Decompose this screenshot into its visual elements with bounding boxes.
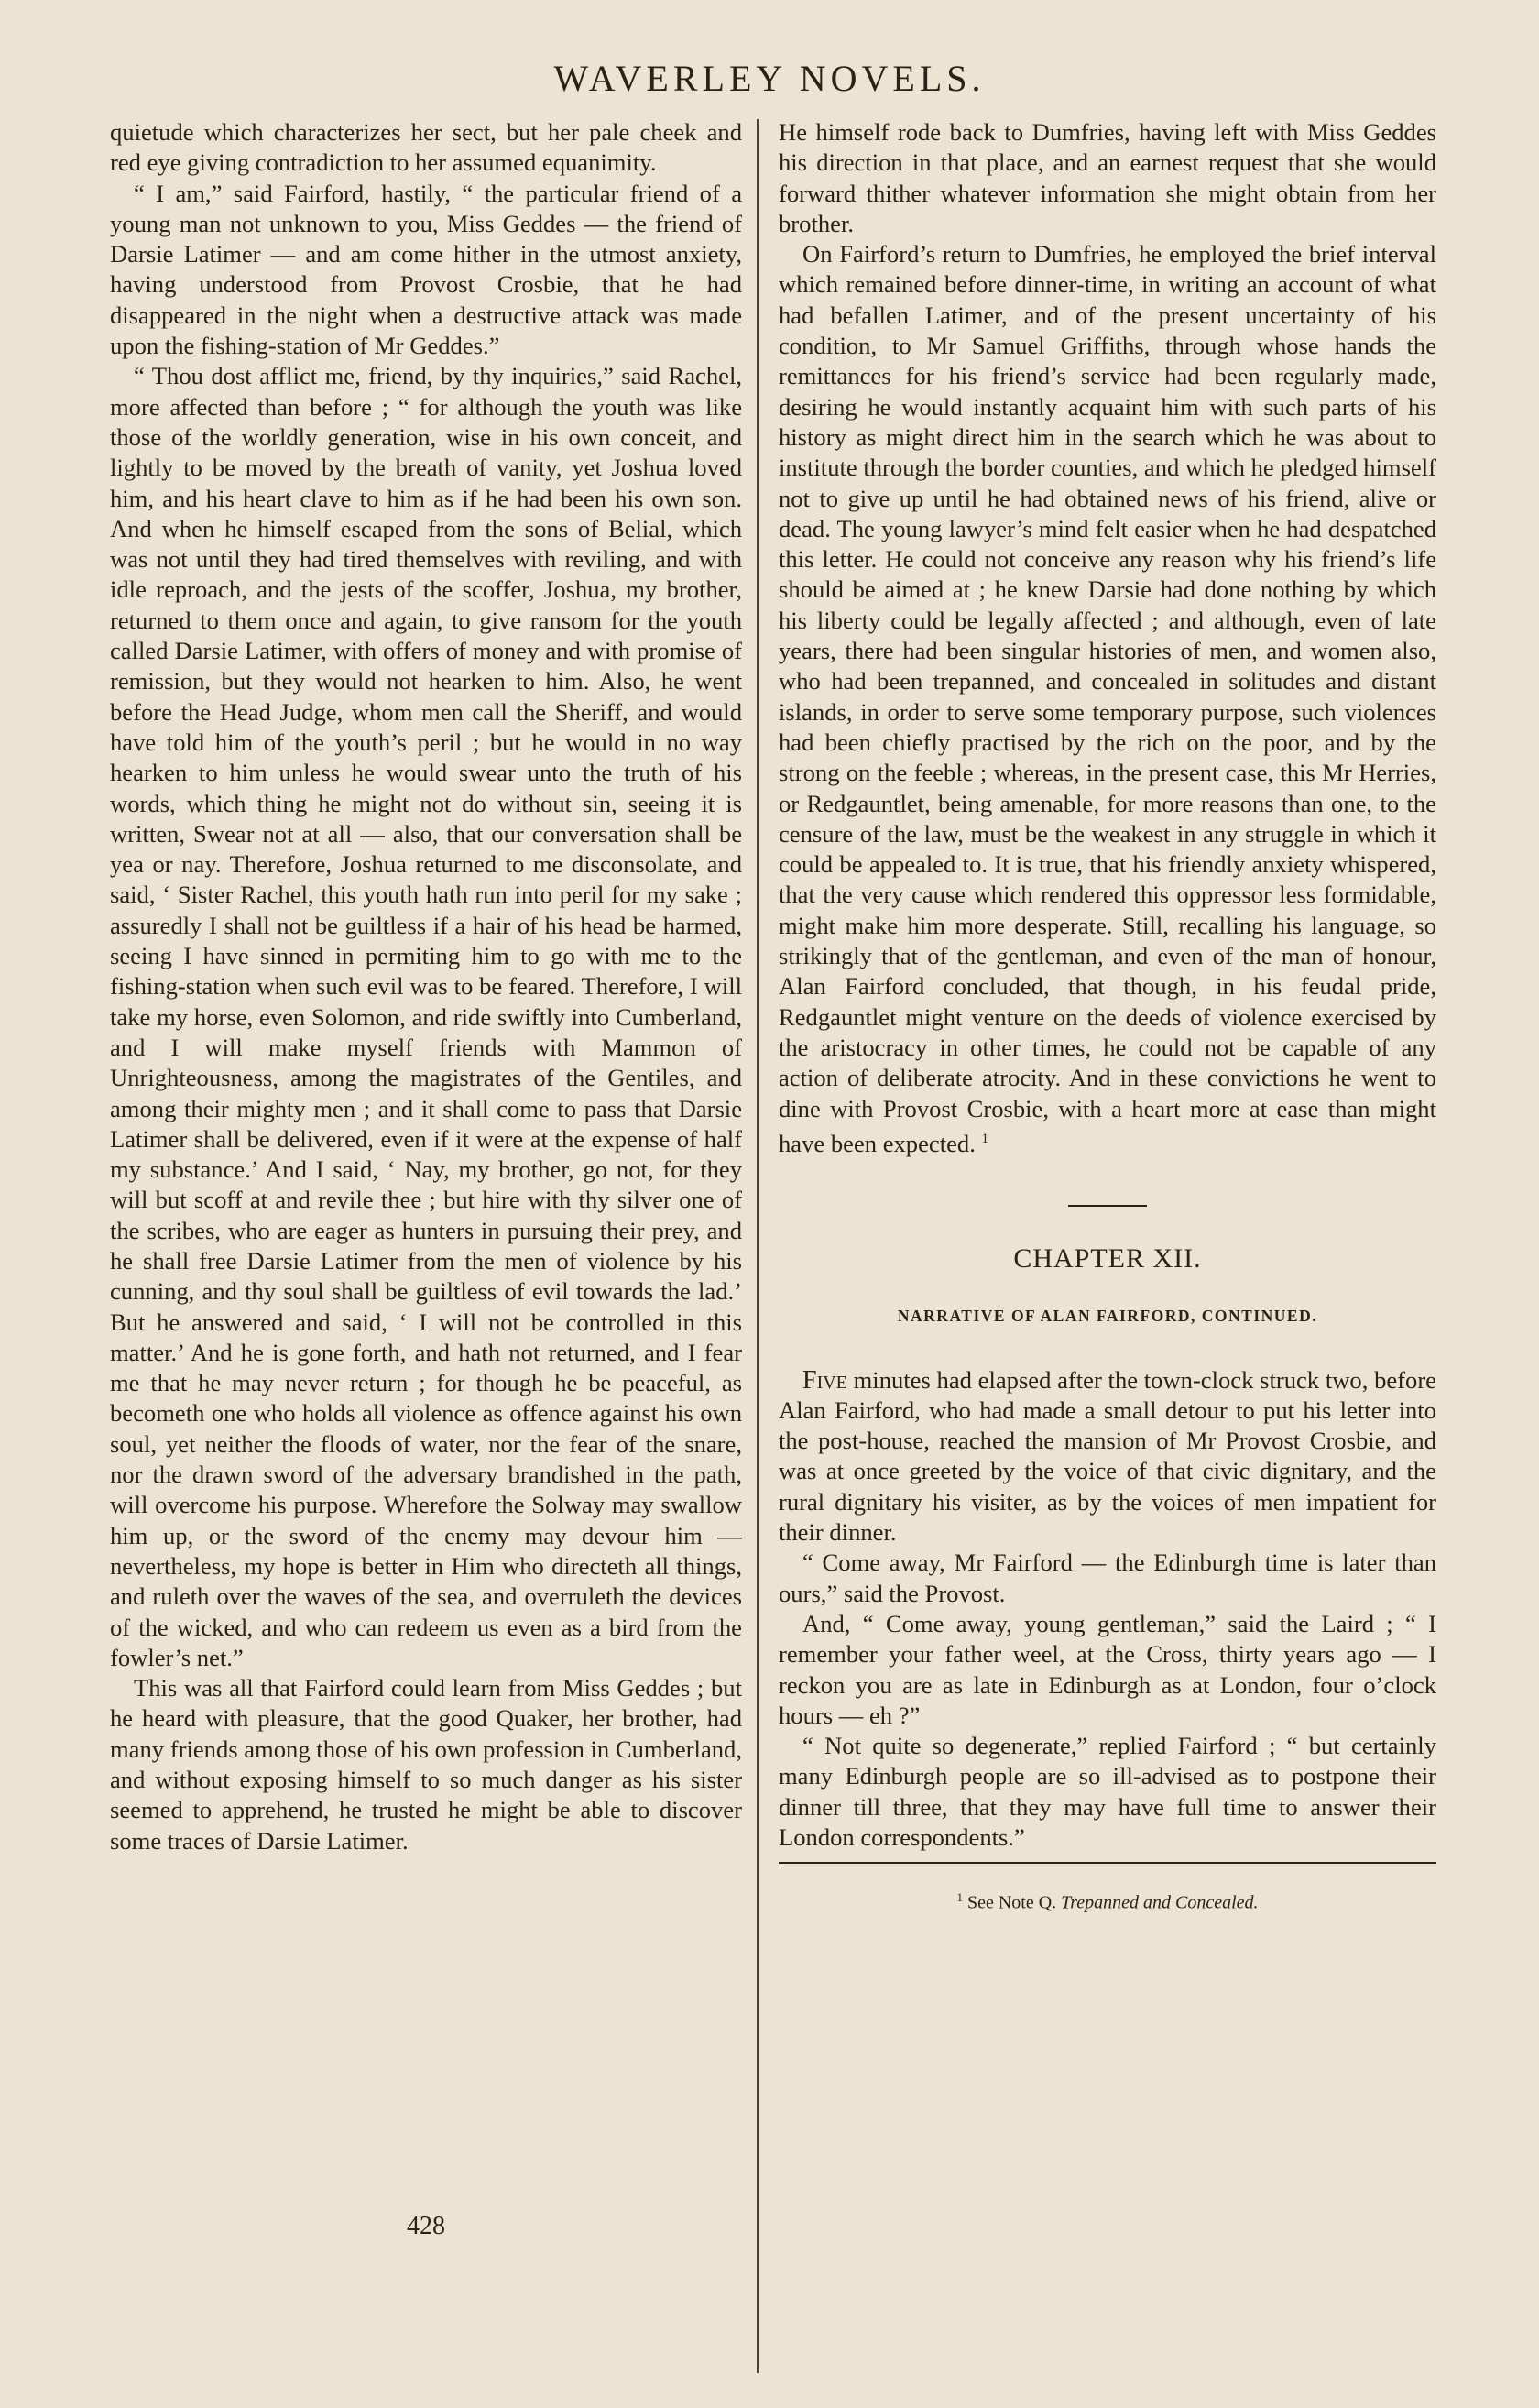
paragraph bbox=[779, 1365, 1436, 1549]
footnote-reference: 1 bbox=[981, 1131, 988, 1146]
paragraph: “ Not quite so degenerate,” replied Fairford ; “ but certainly many Edinburgh people are so ill-advised as to postpone their dinner till three, that they may have full time to answer their London correspondents.” bbox=[779, 1732, 1436, 1851]
footnote-title: Trepanned and Concealed. bbox=[1061, 1892, 1259, 1913]
footnote-lead: See Note Q. bbox=[966, 1892, 1057, 1913]
right-column bbox=[779, 117, 1436, 1919]
paragraph-text: minutes had elapsed after the town-clock struck two, before Alan Fairford, who had made a small detour to put his letter into the post-house, reached the mansion of Mr Provost Crosbie, and was at once greeted by the voice of that civic dignitary, and the rural dignitary his visiter, as by the voices of men impatient for their dinner. bbox=[779, 1365, 1436, 1547]
footnote bbox=[779, 1882, 1436, 1919]
paragraph-text: On Fairford’s return to Dumfries, he employed the brief interval which remained before dinner-time, in writing an account of what had befallen Latimer, and of the present uncertainty of his condition, to Mr Samuel Griffiths, through whose hands the remittances for his friend’s service had been regularly made, desiring he would instantly acquaint him with such parts of his history as might direct him in the search which he was about to institute through the border counties, and which he pledged himself not to give up until he had obtained news of his friend, alive or dead. The young lawyer’s mind felt easier when he had despatched this letter. He could not conceive any reason why his friend’s life should be aimed at ; he knew Darsie had done nothing by which his liberty could be legally affected ; and although, even of late years, there had been singular histories of men, and women also, who had been trepanned, and concealed in solitudes and distant islands, in order to serve some temporary purpose, such violences had been chiefly practised by the rich on the poor, and by the strong on the feeble ; whereas, in the present case, this Mr Herries, or Redgauntlet, being amenable, for more reasons than one, to the censure of the law, must be the weakest in any struggle in which it could be appealed to. It is true, that his friendly anxiety whispered, that the very cause which rendered this oppressor less formidable, might make him more desperate. Still, recalling his language, so strikingly that of the gentleman, and even of the man of honour, Alan Fairford concluded, that though, in his feudal pride, Redgauntlet might venture on the deeds of violence exercised by the aristocracy in other times, he could not be capable of any action of deliberate atrocity. And in these convictions he went to dine with Provost Crosbie, with a heart more at ease than might have been expected. bbox=[779, 240, 1436, 1157]
page-number: 428 bbox=[407, 2212, 445, 2240]
paragraph: This was all that Fairford could learn from Miss Geddes ; but he heard with pleasure, that the good Quaker, her brother, had many friends among those of his own profession in Cumberland, and without exposing himself to so much danger as his sister seemed to apprehend, he trusted he might be able to discover some traces of Darsie Latimer. bbox=[110, 1674, 742, 1855]
paragraph: “ Come away, Mr Fairford — the Edinburgh time is later than ours,” said the Provost. bbox=[779, 1549, 1436, 1607]
paragraph: He himself rode back to Dumfries, having left with Miss Geddes his direction in that place, and an earnest request that she would forward thither whatever information she might obtain from her brother. bbox=[779, 118, 1436, 237]
column-divider bbox=[757, 119, 759, 2373]
paragraph: And, “ Come away, young gentleman,” said the Laird ; “ I remember your father weel, at the Cross, thirty years ago — I reckon you are as late in Edinburgh as at London, four o’clock hours — eh ?” bbox=[779, 1609, 1436, 1729]
chapter-first-word: Five bbox=[802, 1365, 847, 1395]
footnote-marker: 1 bbox=[956, 1890, 963, 1905]
section-rule bbox=[1068, 1205, 1147, 1207]
footnote-rule bbox=[779, 1862, 1436, 1864]
running-header: WAVERLEY NOVELS. bbox=[553, 58, 986, 99]
chapter-title: CHAPTER XII. bbox=[1013, 1242, 1202, 1274]
paragraph: “ Thou dost afflict me, friend, by thy inquiries,” said Rachel, more affected than before ; “ for although the youth was like those of the worldly generation, wise in his own conceit, and lightly to be moved by the breath of vanity, yet Joshua loved him, and his heart clave to him as if he had been his own son. And when he himself escaped from the sons of Belial, which was not until they had tired themselves with reviling, and with idle reproach, and the jests of the scoffer, Joshua, my brother, returned to them once and again, to give ransom for the youth called Darsie Latimer, with offers of money and with promise of remission, but they would not hearken to him. Also, he went before the Head Judge, whom men call the Sheriff, and would have told him of the youth’s peril ; but he would in no way hearken to him unless he would swear unto the truth of his words, which thing he might not do without sin, seeing it is written, Swear not at all — also, that our conversation shall be yea or nay. Therefore, Joshua returned to me disconsolate, and said, ‘ Sister Rachel, this youth hath run into peril for my sake ; assuredly I shall not be guiltless if a hair of his head be harmed, seeing I have sinned in permiting him to go with me to the fishing-station when such evil was to be feared. Therefore, I will take my horse, even Solomon, and ride swiftly into Cumberland, and I will make myself friends with Mammon of Unrighteousness, among the magistrates of the Gentiles, and among their mighty men ; and it shall come to pass that Darsie Latimer shall be delivered, even if it were at the expense of half my substance.’ And I said, ‘ Nay, my brother, go not, for they will but scoff at and revile thee ; but hire with thy silver one of the scribes, who are eager as hunters in pursuing their prey, and he shall free Darsie Latimer from the men of violence by his cunning, and thy soul shall be guiltless of evil towards the lad.’ But he answered and said, ‘ I will not be controlled in this matter.’ And he is gone forth, and hath not returned, and I fear me that he may never return ; for though he be peaceful, as becometh one who holds all violence as offence against his own soul, yet neither the floods of water, nor the fear of the snare, nor the drawn sword of the adversary brandished in the path, will overcome his purpose. Wherefore the Solway may swallow him up, or the sword of the enemy may devour him — nevertheless, my hope is better in Him who directeth all things, and ruleth over the waves of the sea, and overruleth the devices of the wicked, and who can redeem us even as a bird from the fowler’s net.” bbox=[110, 362, 742, 1671]
paragraph: quietude which characterizes her sect, but her pale cheek and red eye giving contradiction to her assumed equanimity. bbox=[110, 118, 742, 177]
paragraph: “ I am,” said Fairford, hastily, “ the particular friend of a young man not unknown to you, Miss Geddes — the friend of Darsie Latimer — and am come hither in the utmost anxiety, having understood from Provost Crosbie, that he had disappeared in the night when a destructive attack was made upon the fishing-station of Mr Geddes.” bbox=[110, 179, 742, 360]
left-column bbox=[110, 117, 742, 1856]
chapter-subtitle: NARRATIVE OF ALAN FAIRFORD, CONTINUED. bbox=[897, 1307, 1318, 1326]
paragraph bbox=[779, 239, 1436, 1159]
